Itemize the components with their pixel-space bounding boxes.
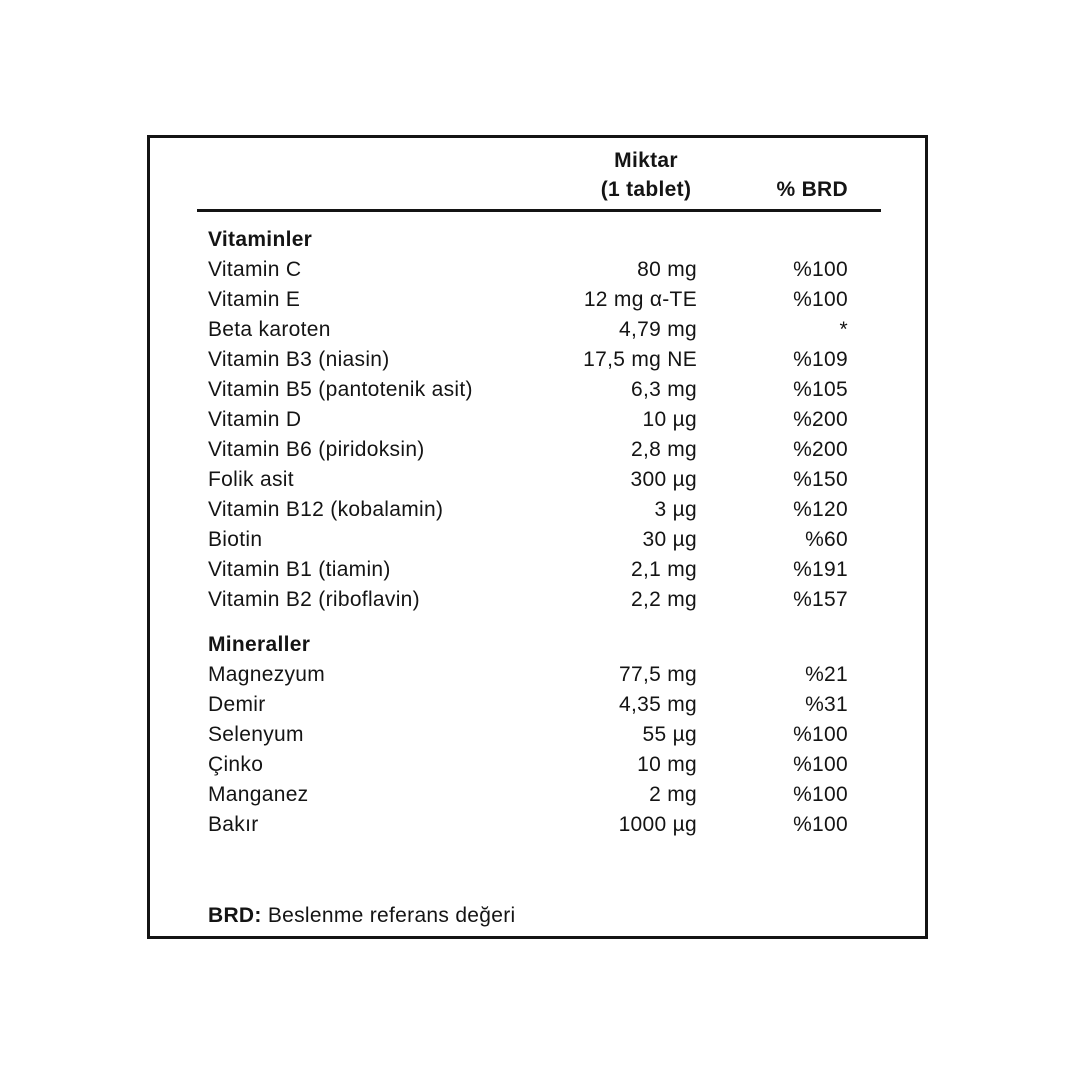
row-amount: 17,5 mg NE — [583, 348, 697, 371]
footnote-label: BRD: — [208, 904, 262, 927]
table-row — [208, 495, 848, 525]
row-amount: 10 mg — [637, 753, 697, 776]
row-brd: %191 — [793, 558, 848, 581]
row-brd: %60 — [805, 528, 848, 551]
row-amount: 80 mg — [637, 258, 697, 281]
row-brd: * — [839, 318, 848, 341]
nutrition-facts-panel — [147, 135, 928, 939]
row-brd: %100 — [793, 783, 848, 806]
row-amount: 6,3 mg — [631, 378, 697, 401]
row-name: Vitamin B3 (niasin) — [208, 348, 390, 371]
row-name: Demir — [208, 693, 266, 716]
row-name: Beta karoten — [208, 318, 331, 341]
row-name: Vitamin B2 (riboflavin) — [208, 588, 420, 611]
row-name: Selenyum — [208, 723, 304, 746]
table-row — [208, 585, 848, 615]
row-name: Vitamin C — [208, 258, 302, 281]
row-name: Vitamin B5 (pantotenik asit) — [208, 378, 473, 401]
table-section — [208, 225, 848, 615]
row-brd: %21 — [805, 663, 848, 686]
table-row — [208, 555, 848, 585]
row-amount: 55 µg — [642, 723, 697, 746]
row-brd: %31 — [805, 693, 848, 716]
table-row — [208, 780, 848, 810]
table-row — [208, 375, 848, 405]
row-amount: 4,35 mg — [619, 693, 697, 716]
table-row — [208, 435, 848, 465]
table-body — [208, 225, 848, 840]
row-amount: 12 mg α-TE — [583, 288, 697, 311]
row-name: Vitamin B1 (tiamin) — [208, 558, 391, 581]
row-brd: %120 — [793, 498, 848, 521]
row-name: Biotin — [208, 528, 263, 551]
row-brd: %100 — [793, 813, 848, 836]
footnote-text: Beslenme referans değeri — [267, 904, 516, 927]
section-title: Vitaminler — [208, 228, 313, 251]
row-name: Çinko — [208, 753, 264, 776]
row-amount: 1000 µg — [618, 813, 697, 836]
row-brd: %100 — [793, 723, 848, 746]
amount-header-line2: (1 tablet) — [600, 178, 692, 201]
table-row — [208, 750, 848, 780]
amount-header-line1: Miktar — [614, 149, 678, 172]
table-row — [208, 315, 848, 345]
row-amount: 2,2 mg — [631, 588, 697, 611]
row-brd: %105 — [793, 378, 848, 401]
brd-column-header: % BRD — [776, 178, 848, 201]
row-amount: 10 µg — [642, 408, 697, 431]
row-brd: %100 — [793, 258, 848, 281]
row-amount: 4,79 mg — [619, 318, 697, 341]
row-amount: 2 mg — [649, 783, 697, 806]
table-row — [208, 810, 848, 840]
row-name: Vitamin B6 (piridoksin) — [208, 438, 425, 461]
row-name: Magnezyum — [208, 663, 326, 686]
row-brd: %200 — [793, 408, 848, 431]
row-name: Manganez — [208, 783, 309, 806]
row-brd: %100 — [793, 753, 848, 776]
table-row — [208, 405, 848, 435]
table-row — [208, 255, 848, 285]
table-row — [208, 285, 848, 315]
row-name: Vitamin D — [208, 408, 302, 431]
row-brd: %200 — [793, 438, 848, 461]
table-row — [208, 525, 848, 555]
table-row — [208, 465, 848, 495]
header-name-spacer — [208, 146, 566, 204]
table-row — [208, 345, 848, 375]
table-row — [208, 690, 848, 720]
row-brd: %109 — [793, 348, 848, 371]
section-title: Mineraller — [208, 633, 311, 656]
row-amount: 300 µg — [630, 468, 697, 491]
row-amount: 30 µg — [642, 528, 697, 551]
row-name: Vitamin B12 (kobalamin) — [208, 498, 444, 521]
row-amount: 3 µg — [654, 498, 697, 521]
row-brd: %150 — [793, 468, 848, 491]
row-brd: %157 — [793, 588, 848, 611]
row-brd: %100 — [793, 288, 848, 311]
table-row — [208, 660, 848, 690]
row-name: Bakır — [208, 813, 259, 836]
table-row — [208, 720, 848, 750]
row-amount: 2,8 mg — [631, 438, 697, 461]
table-header-row — [208, 146, 848, 204]
row-name: Folik asit — [208, 468, 294, 491]
amount-column-header — [566, 146, 726, 204]
header-divider-line — [197, 209, 881, 212]
row-name: Vitamin E — [208, 288, 301, 311]
footnote — [208, 901, 848, 931]
row-amount: 2,1 mg — [631, 558, 697, 581]
table-section — [208, 630, 848, 840]
row-amount: 77,5 mg — [619, 663, 697, 686]
